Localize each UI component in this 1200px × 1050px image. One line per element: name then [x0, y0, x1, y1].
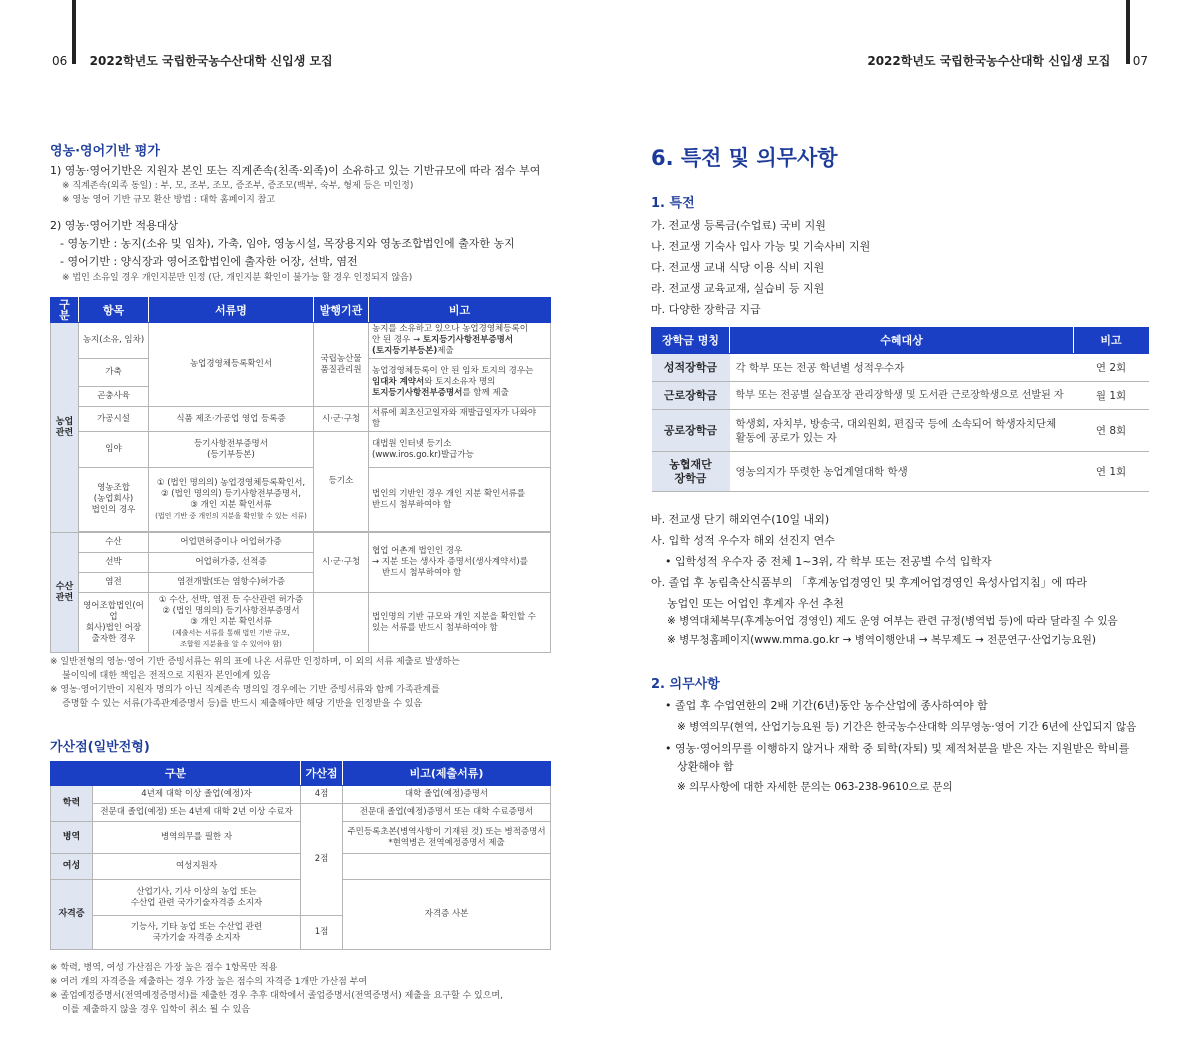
- obligations-heading: 2. 의무사항: [651, 677, 720, 692]
- benefit-dormitory: 나. 전교생 기숙사 입사 가능 및 기숙사비 지원: [651, 240, 871, 253]
- doc-college: 전문대 졸업(예정)증명서 또는 대학 수료증명서: [343, 804, 551, 822]
- scholarship-target: 학부 또는 전공별 실습포장 관리장학생 및 도서관 근로장학생으로 선발된 자: [730, 382, 1074, 410]
- th-issuer: 발행기관: [314, 298, 369, 323]
- doc-registry-certificate: 등기사항전부증명서 (등기부등본): [149, 432, 314, 468]
- benefit-note-1: ※ 병역대체복무(후계농어업 경영인) 제도 운영 여부는 관련 규정(병역법 등)에 따라 달라질 수 있음: [667, 615, 1118, 627]
- obligation-2b: 상환해야 함: [677, 760, 734, 773]
- benefit-overseas-training: 바. 전교생 단기 해외연수(10일 내외): [651, 513, 830, 526]
- benefit-successor: 아. 졸업 후 농림축산식품부의 「후계농업경영인 및 후계어업경영인 육성사업지침」에 따라: [651, 576, 1088, 589]
- cert-industrial-engineer: 산업기사, 기사 이상의 농업 또는 수산업 관련 국가기술자격증 소지자: [93, 880, 301, 916]
- remark-farmland: 농지를 소유하고 있으나 농업경영체등록이 안 된 경우 → 토지등기사항전부증명서 (토지등기부등본)제출: [369, 323, 551, 359]
- scholarship-name: 성적장학금: [652, 354, 730, 382]
- eval-para-1: 1) 영농·영어기반은 지원자 본인 또는 직계존속(친족·외족)이 소유하고 있는 기반규모에 따라 점수 부여: [50, 164, 541, 177]
- table2-note-3b: 이를 제출하지 않을 경우 입학이 취소 될 수 있음: [62, 1005, 251, 1015]
- edu-2yr: 전문대 졸업(예정) 또는 4년제 대학 2년 이상 수료자: [93, 804, 301, 822]
- eval-note-2: ※ 영농 영어 기반 규모 환산 방법 : 대학 홈페이지 참고: [62, 195, 276, 205]
- category-certificate: 자격증: [51, 880, 93, 950]
- points-1: 1점: [301, 916, 343, 950]
- scholarship-target: 학생회, 자치부, 방송국, 대외원회, 편집국 등에 소속되어 학생자치단체 활동에 공로가 있는 자: [730, 410, 1074, 452]
- item-farm-coop: 영농조합 (농업회사) 법인의 경우: [79, 468, 149, 532]
- obligation-1: • 졸업 후 수업연한의 2배 기간(6년)동안 농수산업에 종사하여야 함: [665, 699, 988, 712]
- benefits-title: 6. 특전 및 의무사항: [651, 146, 838, 170]
- table2-note-1: ※ 학력, 병역, 여성 가산점은 가장 높은 점수 1항목만 적용: [50, 963, 278, 973]
- table1-note-2: ※ 영농·영어기반이 지원자 명의가 아닌 직계존속 명의일 경우에는 기반 증빙서류와 함께 가족관계를: [50, 685, 440, 695]
- item-farmland: 농지(소유, 임차): [79, 323, 149, 359]
- remark-forest: 대법원 인터넷 등기소 (www.iros.go.kr)발급가능: [369, 432, 551, 468]
- scholarship-frequency: 연 1회: [1074, 452, 1149, 492]
- benefit-materials: 라. 전교생 교육교재, 실습비 등 지원: [651, 282, 825, 295]
- scholarship-target: 영농의지가 뚜렷한 농업계열대학 학생: [730, 452, 1074, 492]
- issuer-city: 시·군·구청: [314, 407, 369, 432]
- benefit-advanced-tour: 사. 입학 성적 우수자 해외 선진지 연수: [651, 534, 835, 547]
- issuer-naqs: 국립농산물 품질관리원: [314, 323, 369, 407]
- benefit-meals: 다. 전교생 교내 식당 이용 식비 지원: [651, 261, 825, 274]
- scholarship-name: 농협재단 장학금: [652, 452, 730, 492]
- benefit-note-2: ※ 병무청홈페이지(www.mma.go.kr → 병역이행안내 → 복무제도 → 전문연구·산업기능요원): [667, 634, 1096, 646]
- remark-facility: 서류에 최초신고일자와 재발급일자가 나와야 함: [369, 407, 551, 432]
- left-page-number: 06: [52, 54, 68, 68]
- edu-4yr: 4년제 대학 이상 졸업(예정)자: [93, 786, 301, 804]
- scholarship-name: 공로장학금: [652, 410, 730, 452]
- eval-para-2: 2) 영농·영어기반 적용대상: [50, 219, 179, 232]
- th-bonus-docs: 비고(제출서류): [343, 762, 551, 786]
- eval-desc-farm: - 영농기반 : 농지(소유 및 임차), 가축, 임야, 영농시설, 목장용지와 영농조합법인에 출자한 농지: [60, 237, 515, 250]
- doc-food-registration: 식품 제조·가공업 영업 등록증: [149, 407, 314, 432]
- table1-note-2b: 증명할 수 있는 서류(가족관계증명서 등)를 반드시 제출해야만 해당 기반을 인정받을 수 있음: [62, 699, 423, 709]
- th-category: 구분: [51, 298, 79, 323]
- obligation-2-note: ※ 의무사항에 대한 자세한 문의는 063-238-9610으로 문의: [677, 781, 953, 793]
- table2-note-3: ※ 졸업예정증명서(전역예정증명서)를 제출한 경우 추후 대학에서 졸업증명서(전역증명서) 제출을 요구할 수 있으며,: [50, 991, 503, 1001]
- category-farming: 농업 관련: [51, 323, 79, 533]
- th-item: 항목: [79, 298, 149, 323]
- eval-note-1: ※ 직계존속(외족 동일) : 부, 모, 조부, 조모, 증조부, 증조모(백부, 숙부, 형제 등은 미인정): [62, 181, 414, 191]
- item-processing-facility: 가공시설: [79, 407, 149, 432]
- th-remarks: 비고: [369, 298, 551, 323]
- eval-desc-fish: - 영어기반 : 양식장과 영어조합법인에 출자한 어장, 선박, 염전: [60, 255, 358, 268]
- table2-note-2: ※ 여러 개의 자격증을 제출하는 경우 가장 높은 점수의 자격증 1개만 가산점 부여: [50, 977, 368, 987]
- doc-fishery-license: 어업면허증이나 어업허가증: [149, 533, 314, 553]
- benefit-successor-2: 농업인 또는 어업인 후계자 우선 추천: [667, 597, 844, 610]
- category-education: 학력: [51, 786, 93, 822]
- issuer-city-2: 시·군·구청: [314, 533, 369, 593]
- doc-farm-coop: ① (법인 명의의) 농업경영체등록확인서, ② (법인 명의의) 등기사항전부증명서, ③ 개인 지분 확인서류 (법인 기반 중 개인의 지분을 확인할 수 있는 서류): [149, 468, 314, 532]
- benefit-tuition: 가. 전교생 등록금(수업료) 국비 지원: [651, 219, 826, 232]
- benefits-heading: 1. 특전: [651, 196, 695, 211]
- category-female: 여성: [51, 854, 93, 880]
- table1-note-1b: 불이익에 대한 책임은 전적으로 지원자 본인에게 있음: [62, 671, 271, 681]
- right-header-title: 2022학년도 국립한국농수산대학 신입생 모집: [867, 54, 1111, 68]
- bonus-points-heading: 가산점(일반전형): [50, 740, 150, 755]
- points-2: 2점: [301, 804, 343, 916]
- farming-fishing-eval-heading: 영농·영어기반 평가: [50, 144, 160, 159]
- right-header: [867, 52, 1148, 69]
- remark-rented-land: 농업경영체등록이 안 된 임차 토지의 경우는 임대차 계약서와 토지소유자 명의 토지등기사항전부증명서를 함께 제출: [369, 359, 551, 407]
- item-fishery: 수산: [79, 533, 149, 553]
- issuer-registry: 등기소: [314, 432, 369, 532]
- obligation-1-note: ※ 병역의무(현역, 산업기능요원 등) 기간은 한국농수산대학 의무영농·영어 기간 6년에 산입되지 않음: [677, 721, 1137, 733]
- item-insect: 곤충사육: [79, 387, 149, 407]
- foundation-documents-table: [50, 297, 551, 653]
- table1-note-1: ※ 일반전형의 영농·영어 기반 증빙서류는 위의 표에 나온 서류만 인정하며, 이 외의 서류 제출로 발생하는: [50, 657, 460, 667]
- doc-female-empty: [343, 854, 551, 880]
- item-fish-coop: 영어조합법인(어업 회사)법인 어장 출자한 경우: [79, 593, 149, 653]
- left-header-title: 2022학년도 국립한국농수산대학 신입생 모집: [89, 54, 333, 68]
- left-header: [52, 52, 333, 69]
- scholarship-frequency: 연 2회: [1074, 354, 1149, 382]
- th-scholarship-name: 장학금 명칭: [652, 328, 730, 354]
- category-military: 병역: [51, 822, 93, 854]
- scholarship-frequency: 연 8회: [1074, 410, 1149, 452]
- item-salt-farm: 염전: [79, 573, 149, 593]
- th-bonus-points: 가산점: [301, 762, 343, 786]
- doc-military: 주민등록초본(병역사항이 기재된 것) 또는 병적증명서 *현역병은 전역예정증명서 제출: [343, 822, 551, 854]
- benefit-scholarships: 마. 다양한 장학금 지급: [651, 303, 761, 316]
- benefit-tour-detail: • 입학성적 우수자 중 전체 1~3위, 각 학부 또는 전공별 수석 입학자: [665, 555, 992, 568]
- scholarship-name: 근로장학금: [652, 382, 730, 410]
- th-bonus-category: 구분: [51, 762, 301, 786]
- obligation-2: • 영농·영어의무를 이행하지 않거나 재학 중 퇴학(자퇴) 및 제적처분을 받은 자는 지원받은 학비를: [665, 742, 1130, 755]
- remark-fishery: 협업 어촌계 법인인 경우 → 지분 또는 생사자 증명서(생사계약서)를 반드시 첨부하여야 함: [369, 533, 551, 593]
- points-4: 4점: [301, 786, 343, 804]
- military-completed: 병역의무를 필한 자: [93, 822, 301, 854]
- remark-fish-coop: 법인명의 기반 규모와 개인 지분을 확인할 수 있는 서류를 반드시 첨부하여야 함: [369, 593, 551, 653]
- th-scholarship-note: 비고: [1074, 328, 1149, 354]
- item-livestock: 가축: [79, 359, 149, 387]
- female-applicant: 여성지원자: [93, 854, 301, 880]
- issuer-empty: [314, 593, 369, 653]
- doc-farm-registration: 농업경영체등록확인서: [149, 323, 314, 407]
- category-fishery: 수산 관련: [51, 533, 79, 653]
- th-scholarship-target: 수혜대상: [730, 328, 1074, 354]
- scholarship-target: 각 학부 또는 전공 학년별 성적우수자: [730, 354, 1074, 382]
- doc-boat: 어업허가증, 선적증: [149, 553, 314, 573]
- item-forest: 임야: [79, 432, 149, 468]
- scholarship-table: [651, 327, 1149, 492]
- scholarship-frequency: 월 1회: [1074, 382, 1149, 410]
- doc-certificate: 자격증 사본: [343, 880, 551, 950]
- remark-farm-coop: 법인의 기반인 경우 개인 지분 확인서류를 반드시 첨부하여야 함: [369, 468, 551, 532]
- item-boat: 선박: [79, 553, 149, 573]
- doc-graduation: 대학 졸업(예정)증명서: [343, 786, 551, 804]
- cert-craftsman: 기능사, 기타 농업 또는 수산업 관련 국가기술 자격증 소지자: [93, 916, 301, 950]
- th-document: 서류명: [149, 298, 314, 323]
- doc-fish-coop: ① 수산, 선박, 염전 등 수산관련 허가증 ② (법인 명의의) 등기사항전부증명서 ③ 개인 지분 확인서류 (제출서는 서류를 통해 법인 기반 규모, 조합원 지분율을 알 수 있어야 함): [149, 593, 314, 653]
- doc-salt-farm: 염전개발(또는 염항수)허가증: [149, 573, 314, 593]
- right-page-number: 07: [1132, 54, 1148, 68]
- bonus-points-table: [50, 761, 551, 950]
- eval-note-3: ※ 법인 소유일 경우 개인지분만 인정 (단, 개인지분 확인이 불가능 할 경우 인정되지 않음): [62, 273, 413, 283]
